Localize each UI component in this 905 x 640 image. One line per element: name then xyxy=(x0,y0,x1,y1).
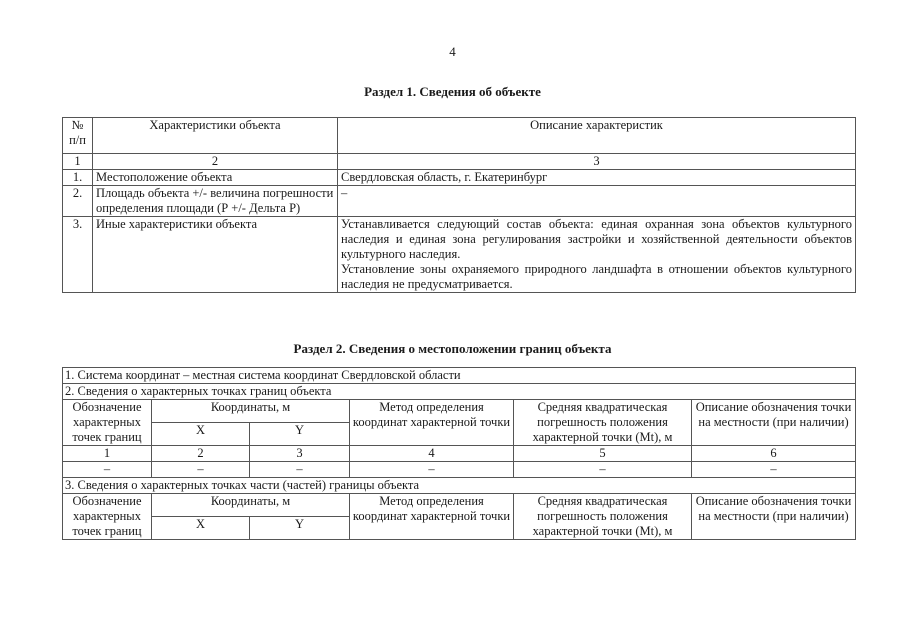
header-designation: Обозначение характерных точек границ xyxy=(63,400,152,446)
header-coordinates: Координаты, м xyxy=(152,494,350,517)
empty-cell: – xyxy=(152,462,250,478)
header-error: Средняя квадратическая погрешность положения характерной точки (Mt), м xyxy=(514,400,692,446)
header-point-description: Описание обозначения точки на местности (при наличии) xyxy=(692,494,856,540)
header-method: Метод определения координат характерной точки xyxy=(350,494,514,540)
table-row xyxy=(63,462,856,478)
section2-title: Раздел 2. Сведения о местоположении границ объекта xyxy=(293,341,612,356)
row-num: 3. xyxy=(63,217,93,293)
page-number: 4 xyxy=(449,44,456,59)
empty-cell: – xyxy=(350,462,514,478)
description-paragraph: Устанавливается следующий состав объекта: единая охранная зона объектов культурного наследия и единая зона регулирования застройки и хозяйственной деятельности объектов культурного наследия. xyxy=(341,217,852,261)
subsection-3: 3. Сведения о характерных точках части (частей) границы объекта xyxy=(63,478,856,494)
colnum-cell: 4 xyxy=(350,446,514,462)
header-x: X xyxy=(152,423,250,446)
header-method: Метод определения координат характерной точки xyxy=(350,400,514,446)
table-row xyxy=(63,170,856,186)
subsection-2: 2. Сведения о характерных точках границ объекта xyxy=(63,384,856,400)
header-y: Y xyxy=(250,423,350,446)
table-row xyxy=(63,186,856,217)
boundaries-table xyxy=(62,367,856,540)
header-num: № п/п xyxy=(63,118,93,154)
colnum-cell: 3 xyxy=(338,154,856,170)
header-x: X xyxy=(152,517,250,540)
header-characteristic: Характеристики объекта xyxy=(93,118,338,154)
row-description xyxy=(338,217,856,293)
coord-system: 1. Система координат – местная система координат Свердловской области xyxy=(63,368,856,384)
colnum-cell: 6 xyxy=(692,446,856,462)
empty-cell: – xyxy=(514,462,692,478)
colnum-cell: 5 xyxy=(514,446,692,462)
header-y: Y xyxy=(250,517,350,540)
colnum-cell: 1 xyxy=(63,154,93,170)
empty-cell: – xyxy=(63,462,152,478)
empty-cell: – xyxy=(250,462,350,478)
header-description: Описание характеристик xyxy=(338,118,856,154)
description-paragraph: Установление зоны охраняемого природного ландшафта в отношении объектов культурного наследия не предусматривается. xyxy=(341,262,852,291)
object-info-table xyxy=(62,117,856,293)
header-coordinates: Координаты, м xyxy=(152,400,350,423)
row-num: 2. xyxy=(63,186,93,217)
row-characteristic: Площадь объекта +/- величина погрешности определения площади (Р +/- Дельта Р) xyxy=(93,186,338,217)
row-characteristic: Иные характеристики объекта xyxy=(93,217,338,293)
table-row xyxy=(63,217,856,293)
colnum-cell: 3 xyxy=(250,446,350,462)
header-error: Средняя квадратическая погрешность положения характерной точки (Mt), м xyxy=(514,494,692,540)
colnum-cell: 2 xyxy=(152,446,250,462)
row-num: 1. xyxy=(63,170,93,186)
empty-cell: – xyxy=(692,462,856,478)
row-description: – xyxy=(338,186,856,217)
header-point-description: Описание обозначения точки на местности (при наличии) xyxy=(692,400,856,446)
header-designation: Обозначение характерных точек границ xyxy=(63,494,152,540)
row-description: Свердловская область, г. Екатеринбург xyxy=(338,170,856,186)
colnum-cell: 1 xyxy=(63,446,152,462)
section1-title: Раздел 1. Сведения об объекте xyxy=(364,84,541,99)
colnum-cell: 2 xyxy=(93,154,338,170)
row-characteristic: Местоположение объекта xyxy=(93,170,338,186)
